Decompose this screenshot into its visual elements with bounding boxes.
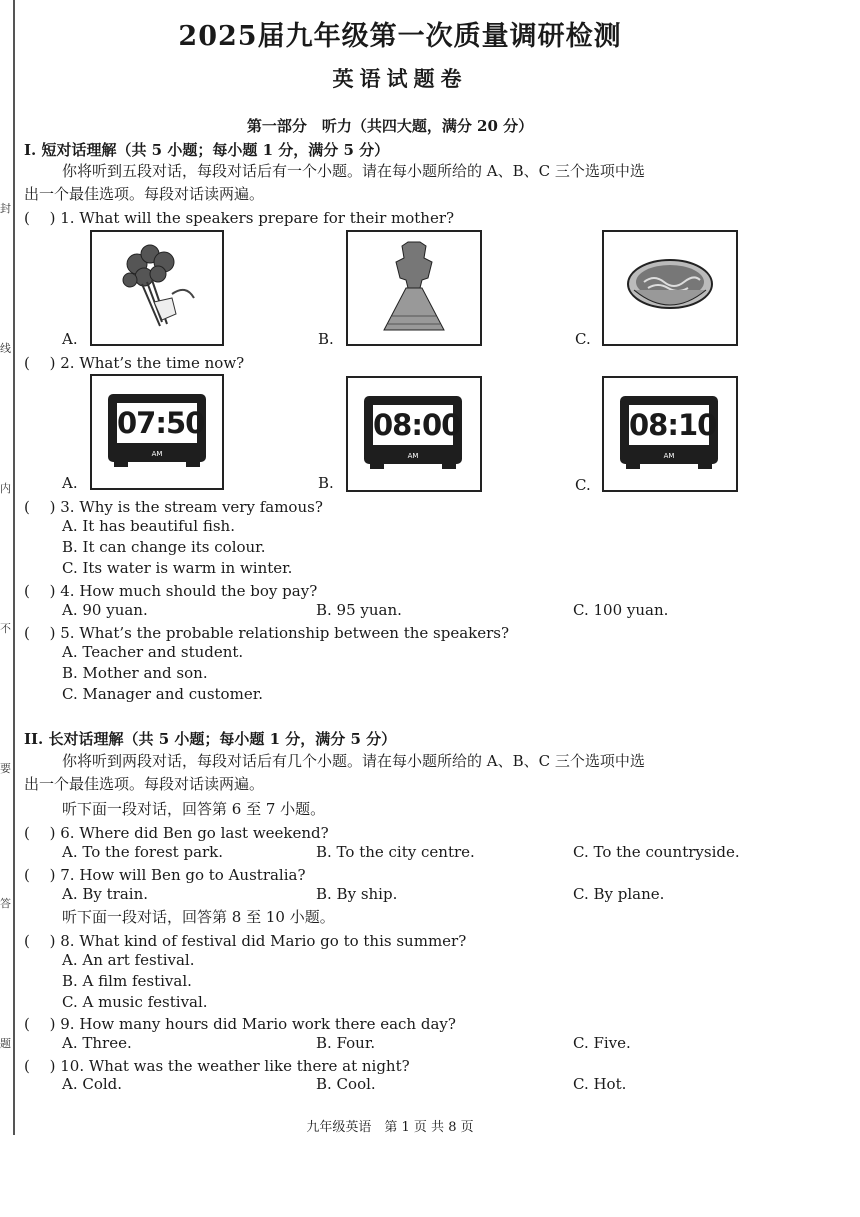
option-a[interactable]: A. By train. — [62, 885, 149, 903]
clock-icon — [108, 394, 206, 462]
option-c[interactable]: C. Its water is warm in winter. — [62, 559, 293, 577]
question-9: ( ) 9. How many hours did Mario work there each day? — [24, 1015, 456, 1033]
flowers-icon — [92, 232, 222, 344]
part-heading: 第一部分 听力（共四大题，满分 20 分） — [246, 117, 534, 135]
option-c[interactable]: C. Five. — [573, 1034, 631, 1052]
question-10: ( ) 10. What was the weather like there at night? — [24, 1057, 410, 1075]
section2-instruction: 出一个最佳选项。每段对话读两遍。 — [24, 775, 265, 793]
section1-heading: I. 短对话理解（共 5 小题；每小题 1 分，满分 5 分） — [24, 141, 390, 159]
option-label: A. — [62, 474, 78, 492]
option-b-image[interactable] — [346, 376, 482, 492]
option-label: B. — [318, 330, 334, 348]
clock-am: AM — [663, 452, 675, 460]
option-a-image[interactable] — [90, 230, 224, 346]
question-6: ( ) 6. Where did Ben go last weekend? — [24, 824, 329, 842]
question-1: ( ) 1. What will the speakers prepare for their mother? — [24, 209, 455, 227]
option-c[interactable]: C. Hot. — [573, 1075, 627, 1093]
option-c[interactable]: C. 100 yuan. — [573, 601, 669, 619]
option-b[interactable]: B. A film festival. — [62, 972, 192, 990]
option-c[interactable]: C. Manager and customer. — [62, 685, 263, 703]
option-b[interactable]: B. 95 yuan. — [316, 601, 402, 619]
option-label: B. — [318, 474, 334, 492]
option-b[interactable]: B. Four. — [316, 1034, 376, 1052]
option-c[interactable]: C. By plane. — [573, 885, 665, 903]
margin-mark: 封 — [0, 202, 11, 215]
section1-instruction: 出一个最佳选项。每段对话读两遍。 — [24, 185, 265, 203]
option-a[interactable]: A. An art festival. — [62, 951, 195, 969]
option-a[interactable]: A. Three. — [62, 1034, 132, 1052]
section2-heading: II. 长对话理解（共 5 小题；每小题 1 分，满分 5 分） — [24, 730, 397, 748]
option-a[interactable]: A. It has beautiful fish. — [62, 517, 235, 535]
clock-time: 08:00 — [371, 403, 455, 447]
clock-time: 07:50 — [115, 401, 199, 445]
margin-mark: 题 — [0, 1037, 11, 1050]
option-b[interactable]: B. It can change its colour. — [62, 538, 266, 556]
dialog-instruction: 听下面一段对话，回答第 6 至 7 小题。 — [62, 800, 326, 818]
option-a-image[interactable] — [90, 374, 224, 490]
option-b[interactable]: B. Cool. — [316, 1075, 376, 1093]
option-a[interactable]: A. To the forest park. — [62, 843, 224, 861]
clock-am: AM — [407, 452, 419, 460]
option-b-image[interactable] — [346, 230, 482, 346]
option-c-image[interactable] — [602, 376, 738, 492]
question-8: ( ) 8. What kind of festival did Mario go to this summer? — [24, 932, 467, 950]
option-c-image[interactable] — [602, 230, 738, 346]
margin-mark: 线 — [0, 342, 11, 355]
margin-mark: 不 — [0, 622, 11, 635]
option-a[interactable]: A. Teacher and student. — [62, 643, 244, 661]
question-2: ( ) 2. What’s the time now? — [24, 354, 245, 372]
option-c[interactable]: C. To the countryside. — [573, 843, 740, 861]
option-c[interactable]: C. A music festival. — [62, 993, 208, 1011]
question-4: ( ) 4. How much should the boy pay? — [24, 582, 318, 600]
binding-margin-line — [13, 0, 15, 1135]
section1-instruction: 你将听到五段对话，每段对话后有一个小题。请在每小题所给的 A、B、C 三个选项中选 — [62, 162, 645, 180]
dialog-instruction: 听下面一段对话，回答第 8 至 10 小题。 — [62, 908, 335, 926]
section2-instruction: 你将听到两段对话，每段对话后有几个小题。请在每小题所给的 A、B、C 三个选项中选 — [62, 752, 645, 770]
margin-mark: 答 — [0, 897, 11, 910]
option-b[interactable]: B. By ship. — [316, 885, 398, 903]
clock-time: 08:10 — [627, 403, 711, 447]
margin-mark: 内 — [0, 482, 11, 495]
question-7: ( ) 7. How will Ben go to Australia? — [24, 866, 306, 884]
clock-am: AM — [151, 450, 163, 458]
margin-mark: 要 — [0, 762, 11, 775]
option-b[interactable]: B. Mother and son. — [62, 664, 208, 682]
clock-icon — [364, 396, 462, 464]
option-label: C. — [575, 476, 591, 494]
page-subtitle: 英语试题卷 — [332, 66, 468, 91]
option-label: C. — [575, 330, 591, 348]
question-3: ( ) 3. Why is the stream very famous? — [24, 498, 323, 516]
option-b[interactable]: B. To the city centre. — [316, 843, 475, 861]
page-title: 2025届九年级第一次质量调研检测 — [178, 21, 622, 52]
option-a[interactable]: A. Cold. — [62, 1075, 123, 1093]
option-a[interactable]: A. 90 yuan. — [62, 601, 148, 619]
dress-icon — [348, 232, 480, 344]
page-footer: 九年级英语 第 1 页 共 8 页 — [306, 1120, 474, 1135]
question-5: ( ) 5. What’s the probable relationship between the speakers? — [24, 624, 510, 642]
noodle-bowl-icon — [604, 232, 736, 344]
clock-icon — [620, 396, 718, 464]
option-label: A. — [62, 330, 78, 348]
